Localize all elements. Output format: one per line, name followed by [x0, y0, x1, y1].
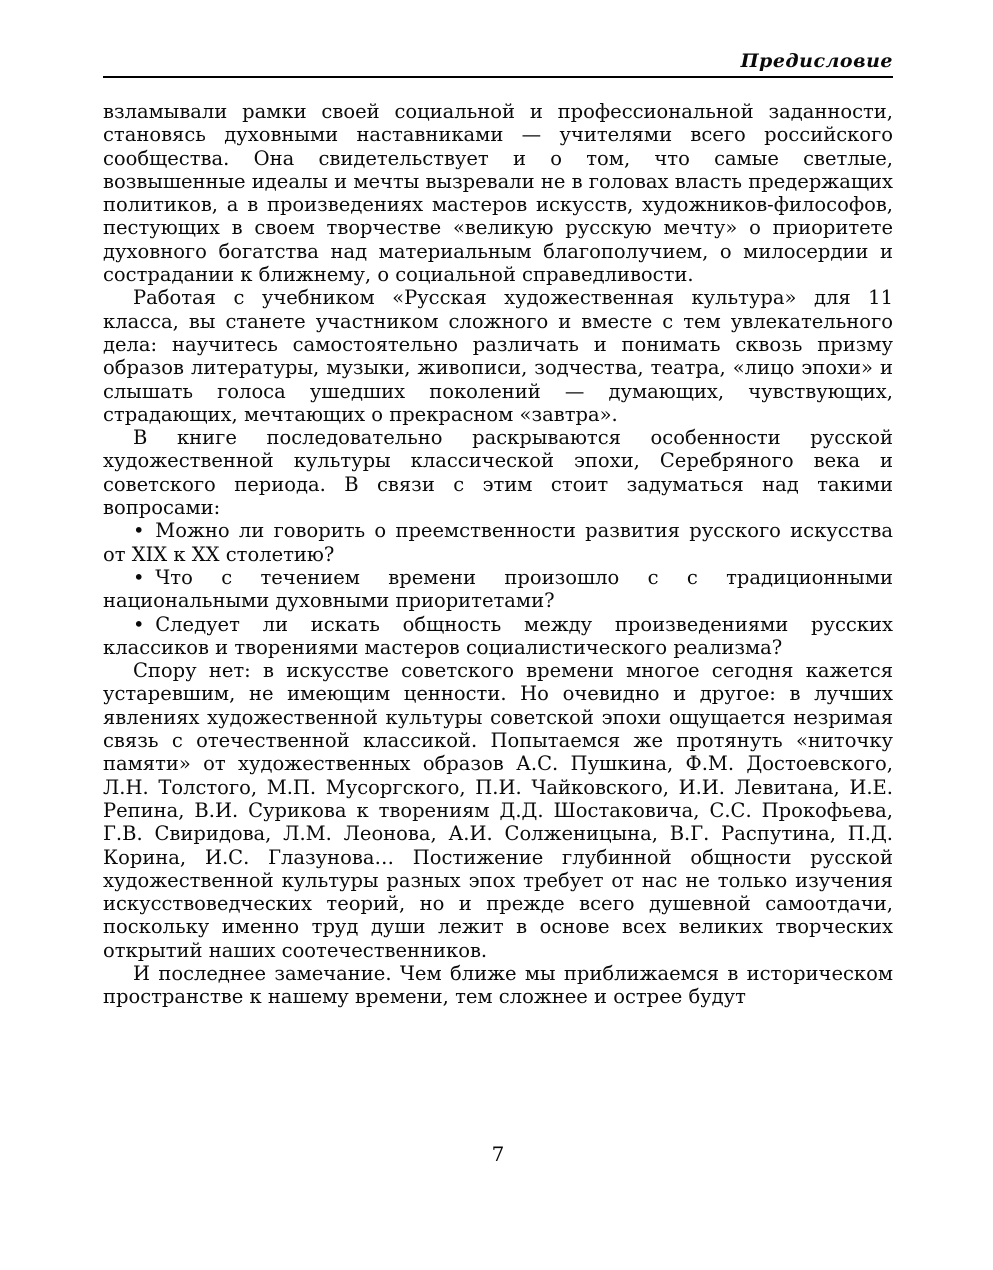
bullet-icon: • — [133, 565, 145, 589]
bullet-icon: • — [133, 612, 145, 636]
bullet-text: Можно ли говорить о преемственности развития русского искусства от XIX к XX столетию? — [103, 519, 893, 566]
bullet-item — [103, 519, 893, 566]
paragraph: Спору нет: в искусстве советского времени многое сегодня кажется устаревшим, не имеющим ценности. Но очевидно и другое: в лучших явлениях художественной культуры советской эпохи ощущается незримая связь с отечественной классикой. Попытаемся же протянуть «ниточку памяти» от художественных образов А.С. Пушкина, Ф.М. Достоевского, Л.Н. Толстого, М.П. Мусоргского, П.И. Чайковского, И.И. Левитана, И.Е. Репина, В.И. Сурикова к творениям Д.Д. Шостаковича, С.С. Прокофьева, Г.В. Свиридова, Л.М. Леонова, А.И. Солженицына, В.Г. Распутина, П.Д. Корина, И.С. Глазунова… Постижение глубинной общности русской художественной культуры разных эпох требует от нас не только изучения искусствоведческих теорий, но и прежде всего душевной самоотдачи, поскольку именно труд души лежит в основе всех великих творческих открытий наших соотечественников. — [103, 659, 893, 962]
paragraph: И последнее замечание. Чем ближе мы приближаемся в историческом пространстве к нашему времени, тем сложнее и острее будут — [103, 961, 893, 1009]
bullet-icon: • — [133, 519, 145, 543]
paragraph: взламывали рамки своей социальной и профессиональной заданности, становясь духовными наставниками — учителями всего российского сообщества. Она свидетельствует и о том, что самые светлые, возвышенные идеалы и мечты вызревали не в головах власть предержащих политиков, а в произведениях мастеров искусств, художников-философов, пестующих в своем творчестве «великую русскую мечту» о приоритете духовного богатства над материальным благополучием, о милосердии и сострадании к ближнему, о социальной справедливости. — [103, 100, 893, 287]
running-head-title: Предисловие — [740, 50, 893, 72]
paragraph: Работая с учебником «Русская художественная культура» для 11 класса, вы станете участником сложного и вместе с тем увлекательного дела: научитесь самостоятельно различать и понимать сквозь призму образов литературы, музыки, живописи, зодчества, театра, «лицо эпохи» и слышать голоса ушедших поколений — думающих, чувствующих, страдающих, мечтающих о прекрасном «завтра». — [103, 286, 893, 426]
page-number: 7 — [491, 1142, 505, 1166]
bullet-text: Следует ли искать общность между произведениями русских классиков и творениями мастеров социалистического реализма? — [103, 612, 893, 659]
header-rule — [103, 76, 893, 78]
paragraph: В книге последовательно раскрываются особенности русской художественной культуры классической эпохи, Серебряного века и советского периода. В связи с этим стоит задуматься над такими вопросами: — [103, 426, 893, 520]
bullet-item — [103, 613, 893, 660]
bullet-item — [103, 566, 893, 613]
bullet-text: Что с течением времени произошло с с традиционными национальными духовными приоритетами? — [103, 565, 893, 613]
page-body — [103, 100, 893, 1009]
